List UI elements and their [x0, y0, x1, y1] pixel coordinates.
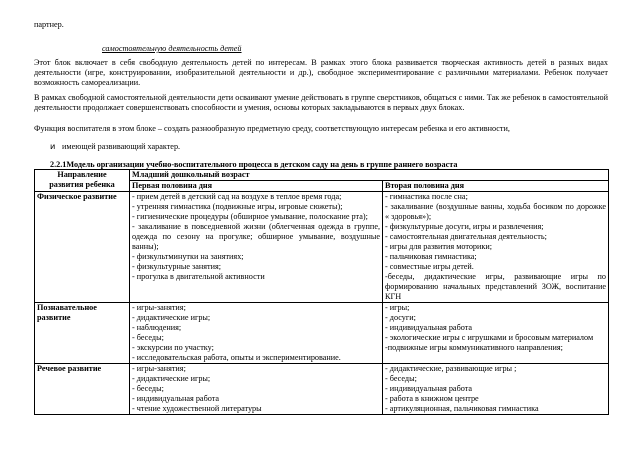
first-half-cell: - игры-занятия; - дидактические игры; - наблюдения; - беседы; - экскурсии по участку; - исследовательская работа, опыты и экспериментирование. [130, 303, 383, 364]
table-header-row [35, 170, 609, 181]
paragraph-1: Этот блок включает в себя свободную деятельность детей по интересам. В рамках этого блока развивается творческая активность детей в разных видах деятельности (игре, конструировании, изобразительной деятельности и др.), свободное экспериментирование с различными материалами. Ребенок получает возможность самореализации. [34, 58, 608, 88]
bullet-text: самостоятельную деятельность детей [102, 44, 242, 53]
schedule-table [34, 169, 609, 415]
table-caption: 2.2.1Модель организации учебно-воспитательного процесса в детском саду на день в группе раннего возраста [50, 160, 458, 169]
paragraph-2: В рамках свободной самостоятельной деятельности дети осваивают умение действовать в группе сверстников, общаться с ними. Так же ребенок в самостоятельной деятельности продолжает совершенствовать способности и умения, основы которых закладываются в первых двух блоках. [34, 93, 608, 113]
table-row [35, 192, 609, 303]
header-second-half: Вторая половина дня [383, 181, 609, 192]
bullet-2-icon: и [50, 141, 56, 151]
bullet-2-text: имеющей развивающий характер. [62, 142, 181, 151]
first-half-cell: - игры-занятия; - дидактические игры; - беседы; - индивидуальная работа - чтение художественной литературы [130, 364, 383, 415]
header-direction: Направление развития ребенка [35, 170, 130, 192]
first-half-cell: - прием детей в детский сад на воздухе в теплое время года; - утренняя гимнастика (подвижные игры, игровые сюжеты); - гигиенические процедуры (обширное умывание, полоскание рта); - закаливание в повседневной жизни (облегченная одежда в группе, одежда по сезону на прогулке; обширное умывание, воздушные ванны); - физкультминутки на занятиях; - физкультурные занятия; - прогулка в двигательной активности [130, 192, 383, 303]
row-label: Речевое развитие [35, 364, 130, 415]
header-first-half: Первая половина дня [130, 181, 383, 192]
table-row [35, 303, 609, 364]
paragraph-3: Функция воспитателя в этом блоке – создать разнообразную предметную среду, соответствующую интересам ребенка и его активности, [34, 124, 510, 133]
second-half-cell: - дидактические, развивающие игры ; - беседы; - индивидуальная работа - работа в книжном центре - артикуляционная, пальчиковая гимнастика [383, 364, 609, 415]
bullet-item-2 [50, 141, 180, 152]
table-row [35, 364, 609, 415]
second-half-cell: - игры; - досуги; - индивидуальная работа - экологические игры с игрушками и бросовым материалом -подвижные игры коммуникативного направления; [383, 303, 609, 364]
row-label: Физическое развитие [35, 192, 130, 303]
header-age-group: Младший дошкольный возраст [130, 170, 609, 181]
second-half-cell: - гимнастика после сна; - закаливание (воздушные ванны, ходьба босиком по дорожке « здоровья»); - физкультурные досуги, игры и развлечения; - самостоятельная двигательная деятельность; - игры для развития моторики; - пальчиковая гимнастика; - совместные игры детей. -беседы, дидактические игры, развивающие игры по формированию начальных представлений ЗОЖ, воспитание КГН [383, 192, 609, 303]
intro-line: партнер. [34, 20, 64, 29]
row-label: Познавательное развитие [35, 303, 130, 364]
bullet-item [88, 44, 608, 54]
